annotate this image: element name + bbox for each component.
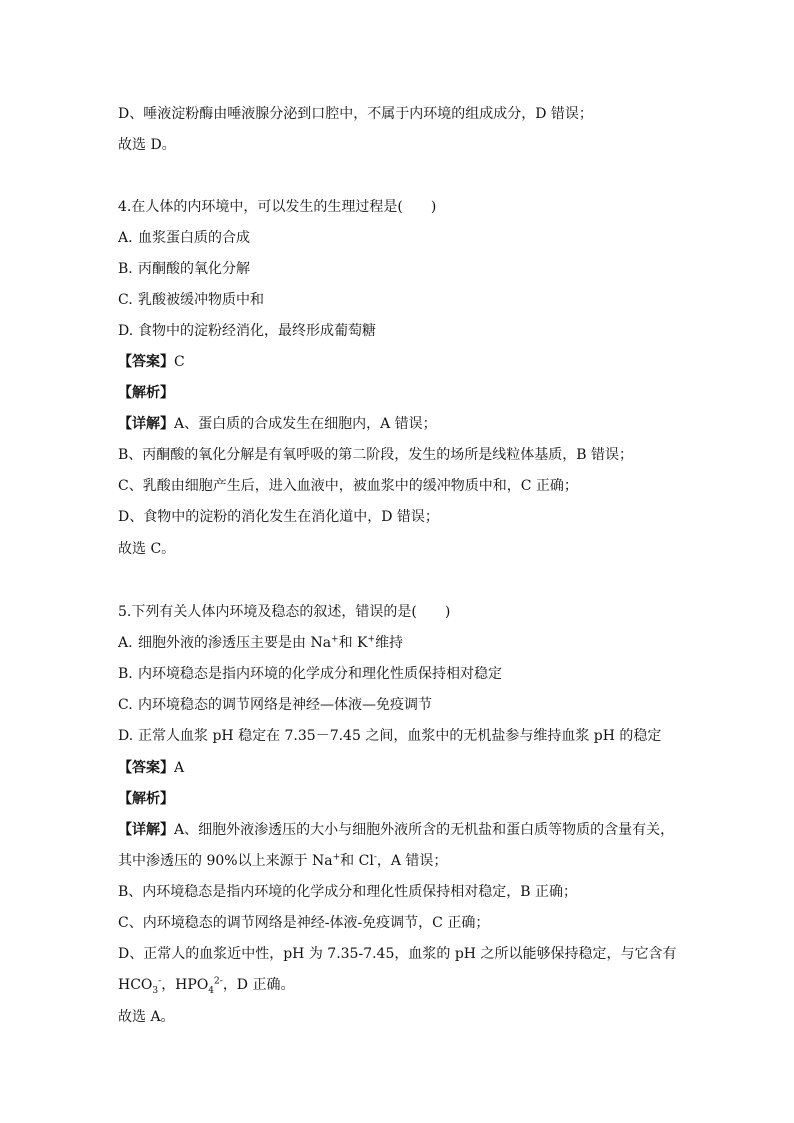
option-label: D.: [118, 728, 134, 744]
detail-tag: 【详解】: [118, 822, 174, 838]
q4-option-b: [118, 260, 250, 278]
prev-conclusion: 故选 D。: [118, 137, 176, 153]
option-label: B.: [118, 261, 133, 277]
option-text: 血浆蛋白质的合成: [138, 230, 250, 246]
detail-text: A、细胞外液渗透压的大小与细胞外液所含的无机盐和蛋白质等物质的含量有关，: [174, 822, 675, 838]
q4-detail-c: C、乳酸由细胞产生后，进入血液中，被血浆中的缓冲物质中和，C 正确；: [118, 478, 578, 494]
q5-detail-d-line1: D、正常人的血浆近中性，pH 为 7.35-7.45，血浆的 pH 之所以能够保持稳定，与它含有: [118, 946, 677, 962]
option-label: C.: [118, 292, 133, 308]
answer-tag: 【答案】: [118, 354, 174, 370]
option-text: 细胞外液的渗透压主要是由 Na+和 K+维持: [138, 634, 404, 651]
option-text: 乳酸被缓冲物质中和: [138, 292, 264, 308]
q5-option-d: [118, 727, 661, 745]
q4-option-d: [118, 322, 376, 340]
option-text: 正常人血浆 pH 稳定在 7.35－7.45 之间，血浆中的无机盐参与维持血浆 pH 的稳定: [138, 728, 662, 744]
option-label: A.: [118, 635, 133, 651]
q5-detail-a-line2: 其中渗透压的 90%以上来源于 Na+和 Cl-，A 错误；: [118, 852, 448, 869]
option-text: 内环境稳态的调节网络是神经—体液—免疫调节: [138, 697, 432, 713]
answer-value: C: [174, 354, 185, 370]
q5-analysis-tag: 【解析】: [118, 791, 174, 807]
option-label: A.: [118, 230, 133, 246]
q4-conclusion: 故选 C。: [118, 541, 176, 557]
q4-question: 4.在人体的内环境中，可以发生的生理过程是( ): [118, 199, 437, 215]
q5-option-b: [118, 665, 502, 683]
q5-conclusion: 故选 A。: [118, 1009, 175, 1025]
q4-detail-a: [118, 415, 437, 433]
q4-analysis-tag: 【解析】: [118, 385, 174, 401]
detail-tag: 【详解】: [118, 416, 174, 432]
option-text: 丙酮酸的氧化分解: [138, 261, 250, 277]
q5-option-a: [118, 634, 403, 652]
q5-answer: [118, 759, 184, 777]
q5-detail-d-line2: $HCO_3^-$，$HPO_4^{2-}$，D 正确。: [118, 976, 295, 996]
q5-detail-b: B、内环境稳态是指内环境的化学成分和理化性质保持相对稳定，B 正确；: [118, 884, 578, 900]
q5-option-c: [118, 696, 432, 714]
q4-detail-d: D、食物中的淀粉的消化发生在消化道中，D 错误；: [118, 509, 439, 525]
answer-value: A: [174, 760, 185, 776]
q4-option-c: [118, 291, 264, 309]
q5-detail-a-line1: [118, 821, 674, 839]
option-label: C.: [118, 697, 133, 713]
option-text: 内环境稳态是指内环境的化学成分和理化性质保持相对稳定: [138, 666, 502, 682]
q5-detail-c: C、内环境稳态的调节网络是神经-体液-免疫调节，C 正确；: [118, 915, 490, 931]
answer-tag: 【答案】: [118, 760, 174, 776]
prev-explanation-d: D、唾液淀粉酶由唾液腺分泌到口腔中，不属于内环境的组成成分，D 错误；: [118, 106, 593, 122]
option-label: D.: [118, 323, 134, 339]
option-text: 食物中的淀粉经消化，最终形成葡萄糖: [138, 323, 376, 339]
q4-option-a: [118, 229, 250, 247]
q4-answer: [118, 353, 185, 371]
q5-question: 5.下列有关人体内环境及稳态的叙述，错误的是( ): [118, 604, 451, 620]
option-label: B.: [118, 666, 133, 682]
q4-detail-b: B、丙酮酸的氧化分解是有氧呼吸的第二阶段，发生的场所是线粒体基质，B 错误；: [118, 447, 634, 463]
detail-text: A、蛋白质的合成发生在细胞内，A 错误；: [174, 416, 437, 432]
